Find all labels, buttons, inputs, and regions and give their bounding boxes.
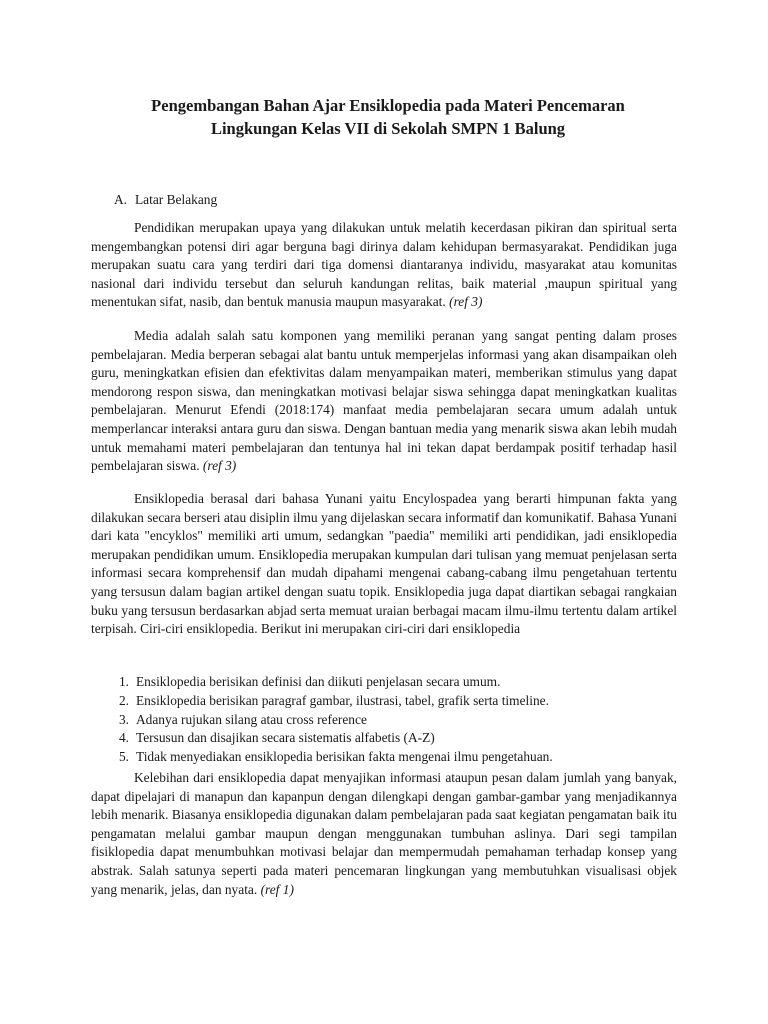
paragraph-1 — [91, 219, 677, 312]
list-text: Adanya rujukan silang atau cross reference — [136, 711, 367, 727]
title-line-1: Pengembangan Bahan Ajar Ensiklopedia pada Materi Pencemaran — [151, 96, 625, 115]
list-item — [91, 673, 677, 692]
paragraph-text: Pendidikan merupakan upaya yang dilakukan untuk melatih kecerdasan pikiran dan spiritual serta mengembangkan potensi diri agar berguna bagi dirinya dalam kehidupan bermasyarakat. Pendidikan juga merupakan suatu cara yang terdiri dari tiga domensi diantaranya individu, masyarakat atau komunitas nasional dari individu tersebut dan seluruh kandungan relitas, baik material ,maupun spiritual yang menentukan sifat, nasib, dan bentuk manusia maupun masyarakat. — [91, 220, 677, 310]
list-text: Tidak menyediakan ensiklopedia berisikan fakta mengenai ilmu pengetahuan. — [136, 749, 553, 765]
paragraph-2 — [91, 327, 677, 476]
section-heading-text: Latar Belakang — [135, 192, 218, 207]
section-marker: A. — [114, 192, 128, 207]
document-title — [90, 94, 686, 140]
title-line-2: Lingkungan Kelas VII di Sekolah SMPN 1 Balung — [210, 119, 566, 138]
list-item — [91, 692, 677, 711]
section-heading — [114, 190, 217, 209]
characteristics-list — [91, 673, 677, 767]
paragraph-text: Media adalah salah satu komponen yang memiliki peranan yang sangat penting dalam proses pembelajaran. Media berperan sebagai alat bantu untuk memperjelas informasi yang akan disampaikan oleh guru, meningkatkan efisien dan efektivitas dalam menyampaikan materi, memberikan stimulus yang dapat mendorong respon siswa, dan meningkatkan motivasi belajar siswa sehingga dapat meningkatkan kualitas pembelajaran. Menurut Efendi (2018:174) manfaat media pembelajaran secara umum adalah untuk memperlancar interaksi antara guru dan siswa. Dengan bantuan media yang menarik siswa akan lebih mudah untuk memahami materi pembelajaran dan tentunya hal ini tekan dapat berdampak positif terhadap hasil pembelajaran siswa. — [91, 328, 677, 474]
list-text: Ensiklopedia berisikan paragraf gambar, ilustrasi, tabel, grafik serta timeline. — [136, 692, 549, 708]
paragraph-3 — [91, 490, 677, 639]
list-number: 5. — [118, 749, 129, 765]
list-number: 1. — [118, 674, 129, 689]
paragraph-4 — [91, 769, 677, 899]
list-item — [91, 748, 677, 767]
list-item — [91, 729, 677, 748]
reference-note: (ref 1) — [260, 881, 294, 897]
paragraph-text: Ensiklopedia berasal dari bahasa Yunani yaitu Encylospadea yang berarti himpunan fakta yang dilakukan secara berseri atau disiplin ilmu yang dijelaskan secara informatif dan komunikatif. Bahasa Yunani dari kata "encyklos" memiliki arti umum, sedangkan "paedia" memiliki arti pendidikan, jadi ensiklopedia merupakan pendidikan umum. Ensiklopedia merupakan kumpulan dari tulisan yang memuat penjelasan serta informasi secara komprehensif dan mudah dipahami mengenai cabang-cabang ilmu pengetahuan tertentu yang tersusun dalam bagian artikel dengan suatu topik. Ensiklopedia juga dapat diartikan sebagai rangkaian buku yang tersusun berdasarkan abjad serta memuat uraian berbagai macam ilmu-ilmu tertentu dalam artikel terpisah. Ciri-ciri ensiklopedia. Berikut ini merupakan ciri-ciri dari ensiklopedia — [91, 491, 677, 637]
list-number: 3. — [118, 711, 129, 727]
list-item — [91, 711, 677, 730]
reference-note: (ref 3) — [449, 294, 483, 310]
paragraph-text: Kelebihan dari ensiklopedia dapat menyajikan informasi ataupun pesan dalam jumlah yang banyak, dapat dipelajari di manapun dan kapanpun dengan dilengkapi dengan gambar-gambar yang menjadikannya lebih menarik. Biasanya ensiklopedia digunakan dalam pembelajaran pada saat kegiatan pengamatan baik itu pengamatan melalui gambar maupun dengan menggunakan tumbuhan aslinya. Dari segi tampilan fisiklopedia dapat menumbuhkan motivasi belajar dan mempermudah pemahaman terhadap konsep yang abstrak. Salah satunya seperti pada materi pencemaran lingkungan yang membutuhkan visualisasi objek yang menarik, jelas, dan nyata. — [91, 770, 677, 897]
list-text: Ensiklopedia berisikan definisi dan diikuti penjelasan secara umum. — [136, 674, 501, 689]
list-text: Tersusun dan disajikan secara sistematis alfabetis (A-Z) — [136, 730, 435, 746]
list-number: 4. — [118, 730, 129, 746]
list-number: 2. — [118, 692, 129, 708]
reference-note: (ref 3) — [202, 458, 237, 474]
